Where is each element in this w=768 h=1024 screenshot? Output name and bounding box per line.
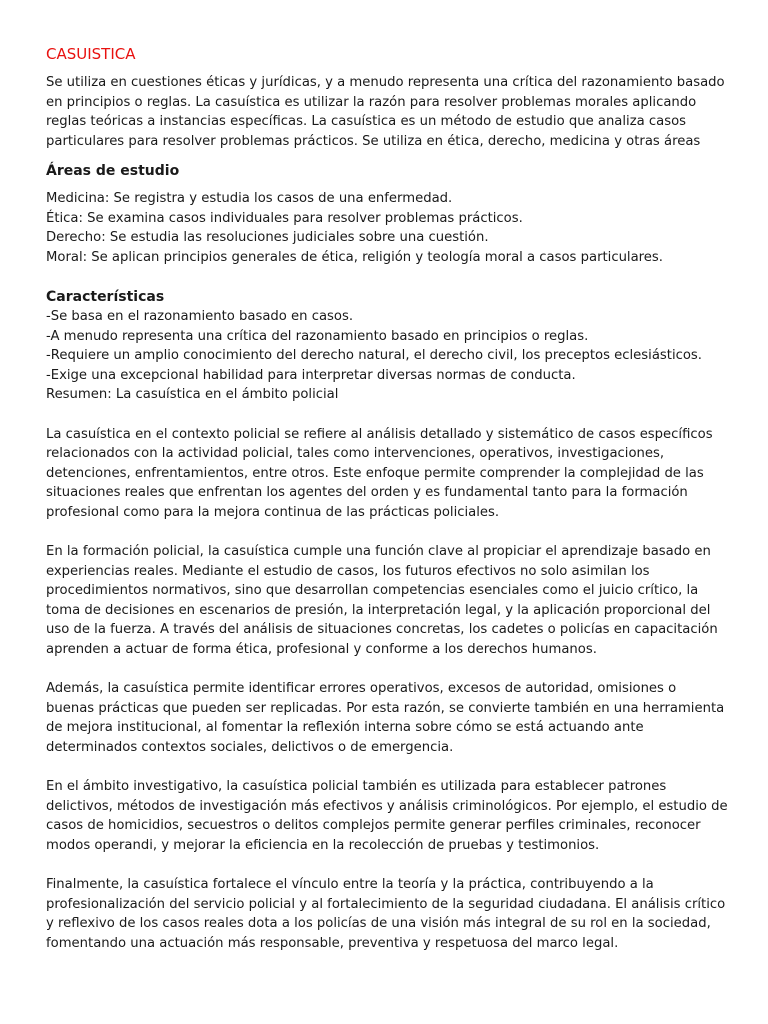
caracteristicas-item: -Requiere un amplio conocimiento del derecho natural, el derecho civil, los preceptos eclesiásticos. xyxy=(46,348,702,363)
caracteristicas-item: -A menudo representa una crítica del razonamiento basado en principios o reglas. xyxy=(46,328,589,344)
document-title: CASUISTICA xyxy=(46,45,136,63)
areas-item-derecho: Derecho: Se estudia las resoluciones judiciales sobre una cuestión. xyxy=(46,230,489,245)
body-paragraph-3: Además, la casuística permite identificar errores operativos, excesos de autoridad, omisiones o buenas prácticas que pueden ser replicadas. Por esta razón, se convierte también en una herramienta de mejora institucional, al fomentar la reflexión interna sobre cómo se está actuando ante determinados contextos sociales, delictivos o de emergencia. xyxy=(46,681,725,755)
body-paragraph-1: La casuística en el contexto policial se refiere al análisis detallado y sistemático de casos específicos relacionados con la actividad policial, tales como intervenciones, operativos, investigaciones, detenciones, enfrentamientos, entre otros. Este enfoque permite comprender la complejidad de las situaciones reales que enfrentan los agentes del orden y es fundamental tanto para la formación profesional como para la mejora continua de las prácticas policiales. xyxy=(46,426,713,520)
body-paragraph-5: Finalmente, la casuística fortalece el vínculo entre la teoría y la práctica, contribuyendo a la profesionalización del servicio policial y al fortalecimiento de la seguridad ciudadana. El análisis crítico y reflexivo de los casos reales dota a los policías de una visión más integral de su rol en la sociedad, fomentando una actuación más responsable, preventiva y respetuosa del marco legal. xyxy=(46,877,726,951)
caracteristicas-list xyxy=(46,307,728,405)
caracteristicas-heading: Características xyxy=(46,289,165,305)
intro-paragraph: Se utiliza en cuestiones éticas y jurídicas, y a menudo representa una crítica del razonamiento basado en principios o reglas. La casuística es utilizar la razón para resolver problemas morales aplicando reglas teóricas a instancias específicas. La casuística es un método de estudio que analiza casos particulares para resolver problemas prácticos. Se utiliza en ética, derecho, medicina y otras áreas xyxy=(46,75,725,149)
body-paragraph-2: En la formación policial, la casuística cumple una función clave al propiciar el aprendizaje basado en experiencias reales. Mediante el estudio de casos, los futuros efectivos no solo asimilan los procedimientos normativos, sino que desarrollan competencias esenciales como el juicio crítico, la toma de decisiones en escenarios de presión, la interpretación legal, y la aplicación proporcional del uso de la fuerza. A través del análisis de situaciones concretas, los cadetes o policías en capacitación aprenden a actuar de forma ética, profesional y conforme a los derechos humanos. xyxy=(46,544,718,657)
resumen-line: Resumen: La casuística en el ámbito policial xyxy=(46,387,339,402)
body-paragraph-4: En el ámbito investigativo, la casuística policial también es utilizada para establecer patrones delictivos, métodos de investigación más efectivos y análisis criminológicos. Por ejemplo, el estudio de casos de homicidios, secuestros o delitos complejos permite generar perfiles criminales, reconocer modos operandi, y mejorar la eficiencia en la recolección de pruebas y testimonios. xyxy=(46,779,728,853)
areas-heading: Áreas de estudio xyxy=(46,163,180,179)
areas-item-medicina: Medicina: Se registra y estudia los casos de una enfermedad. xyxy=(46,191,453,206)
caracteristicas-item: -Exige una excepcional habilidad para interpretar diversas normas de conducta. xyxy=(46,367,576,383)
areas-item-moral: Moral: Se aplican principios generales de ética, religión y teología moral a casos particulares. xyxy=(46,249,663,265)
caracteristicas-item: -Se basa en el razonamiento basado en casos. xyxy=(46,309,354,324)
areas-list xyxy=(46,189,728,267)
areas-item-etica: Ética: Se examina casos individuales para resolver problemas prácticos. xyxy=(46,210,523,226)
